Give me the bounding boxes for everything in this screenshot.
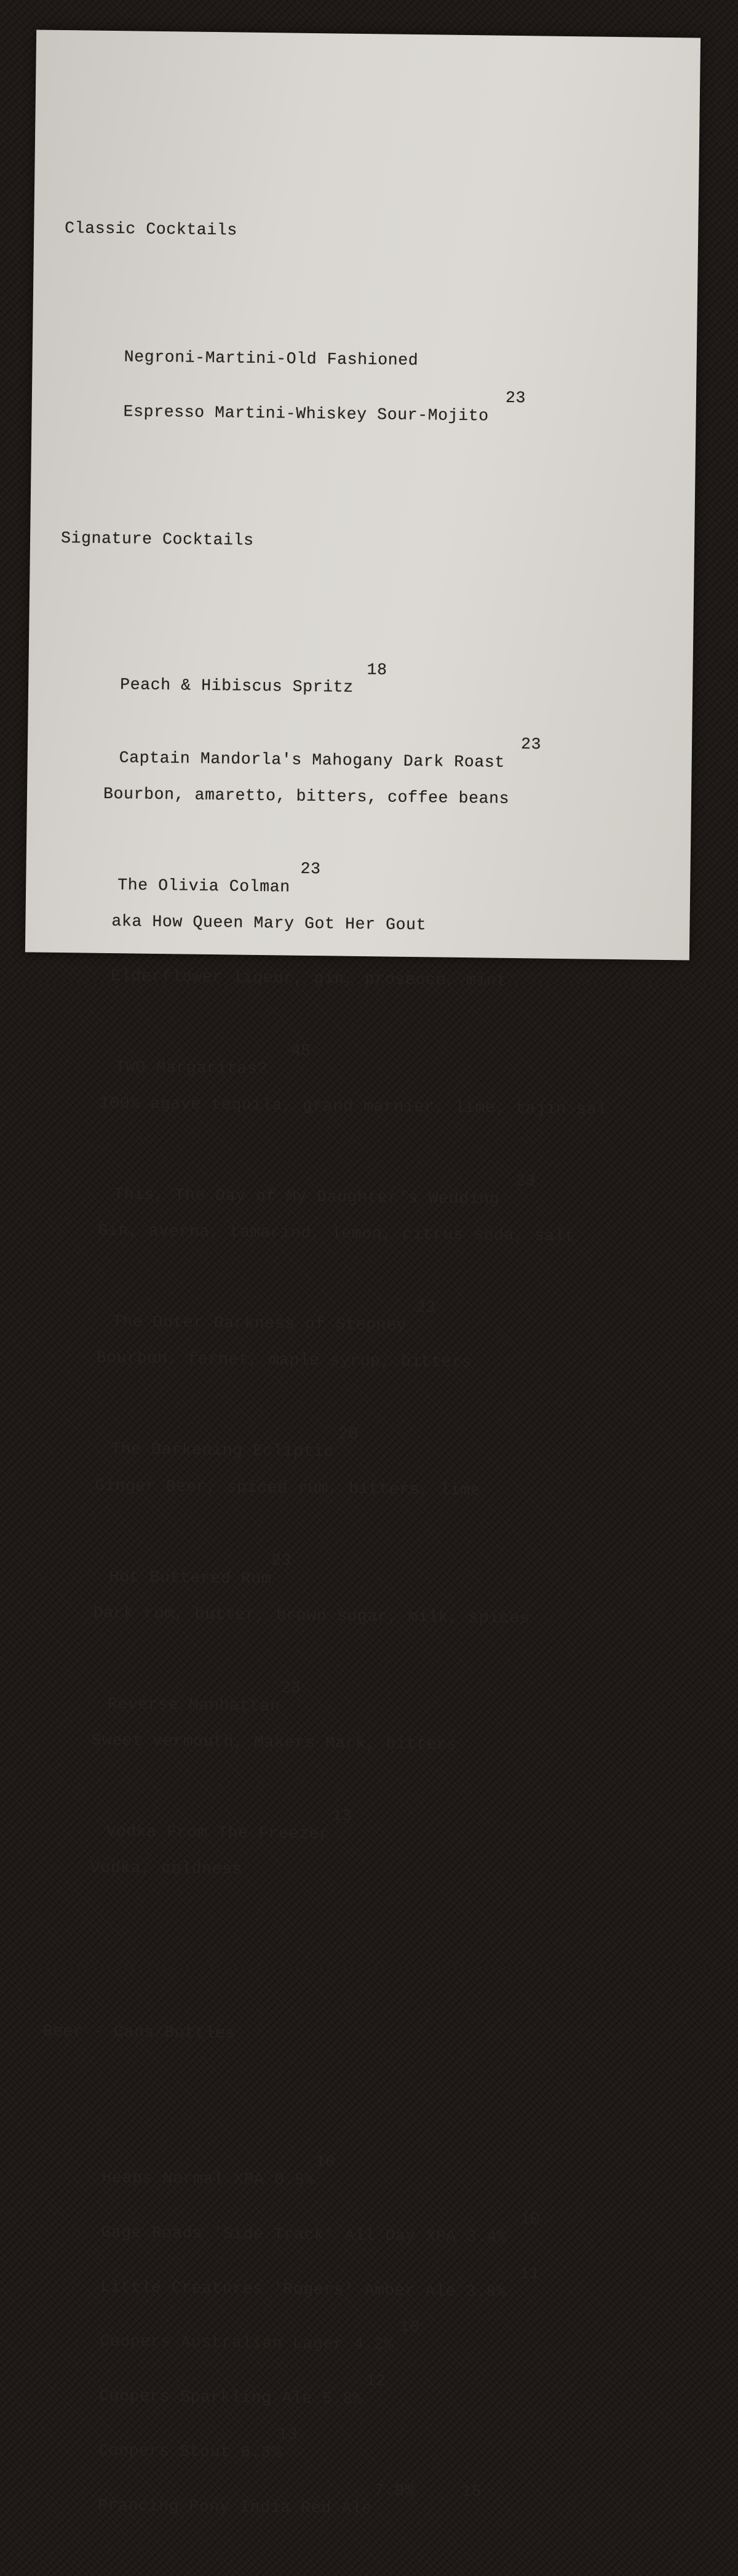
drinks-menu bbox=[36, 147, 687, 2558]
menu-item-price: 23 bbox=[515, 1171, 536, 1191]
menu-item-description: Bourbon, amaretto, bitters, coffee beans bbox=[103, 784, 510, 808]
menu-item-name: Captain Mandorla's Mahogany Dark Roast bbox=[119, 748, 506, 772]
classic-cocktails-names-1: Negroni-Martini-Old Fashioned bbox=[124, 347, 419, 370]
menu-item-description: Elderflower liqeur, gin, prosecco, mint bbox=[111, 966, 507, 990]
beer-item bbox=[38, 2368, 659, 2409]
menu-item-price: 23 bbox=[300, 860, 321, 879]
menu-item-description: aka How Queen Mary Got Her Gout bbox=[111, 912, 427, 935]
menu-item bbox=[59, 657, 680, 697]
classic-cocktails-price: 23 bbox=[505, 388, 526, 408]
menu-item-price: 23 bbox=[271, 1551, 292, 1570]
beer-item-price: 15 bbox=[461, 2482, 482, 2501]
menu-item bbox=[58, 730, 680, 772]
menu-item-price: 23 bbox=[415, 1298, 437, 1317]
menu-item-name: The Darkening Ecliptic bbox=[110, 1440, 335, 1461]
menu-item-name: Reverse Manhattan bbox=[107, 1694, 280, 1716]
beer-item-price: 11 bbox=[519, 2264, 540, 2283]
signature-cocktails-heading: Signature Cocktails bbox=[60, 529, 254, 550]
menu-item bbox=[52, 1294, 673, 1335]
menu-item bbox=[50, 1422, 671, 1461]
menu-paper bbox=[25, 30, 700, 2518]
beer-item-name: Gage Roads 'Side Track' All Day XPA 3.4% bbox=[101, 2222, 507, 2246]
menu-item-description: Ginger Beer, spiced rum, bitters, lime bbox=[95, 1476, 481, 1500]
beer-item-name: Coopers Sparkling Ale 5.8% bbox=[99, 2387, 363, 2409]
classic-cocktails-line-2 bbox=[63, 384, 684, 426]
menu-item-description: Dark rum, butter, brown sugar, milk, spices bbox=[93, 1603, 530, 1628]
menu-item-description: Gin, averna, tamarind, lemon, citrus soda, salt bbox=[98, 1221, 576, 1246]
menu-item-price: 20 bbox=[338, 1424, 359, 1443]
beer-item-name: Heaps Normal XPA 0.5% bbox=[101, 2168, 315, 2190]
beer-item-name: Little Creatures 'Rogers' Amber Ale 3.8% bbox=[100, 2277, 507, 2301]
menu-item bbox=[55, 1039, 676, 1079]
menu-item-price: 23 bbox=[520, 735, 542, 754]
classic-cocktails-heading: Classic Cocktails bbox=[65, 219, 237, 240]
menu-item-price: 13 bbox=[331, 1806, 352, 1826]
menu-item bbox=[53, 1167, 674, 1208]
beer-item-abv: 7.9% bbox=[374, 2481, 415, 2500]
menu-item-name: TWO Margaritas? bbox=[115, 1058, 268, 1079]
beer-item bbox=[38, 2423, 659, 2462]
menu-item bbox=[49, 1549, 670, 1588]
menu-item-description: Bourbon, fernet, maple syrup, bitters bbox=[96, 1349, 472, 1372]
beer-item-name: Coopers Australian Lager 4.2% bbox=[100, 2332, 395, 2355]
beer-item-price: 10 bbox=[315, 2152, 336, 2172]
beer-item bbox=[39, 2313, 660, 2355]
beer-item-name: Prancing Pony India Red Ale bbox=[97, 2495, 372, 2518]
beer-item-price: 13 bbox=[277, 2425, 298, 2444]
beer-item bbox=[40, 2259, 661, 2301]
classic-cocktails-line-1 bbox=[63, 329, 684, 370]
menu-item-name: The Olivia Colman bbox=[117, 876, 290, 897]
menu-item bbox=[46, 1804, 667, 1844]
beer-item bbox=[41, 2150, 662, 2190]
menu-item-name: The Outer Darkness of Stepney bbox=[112, 1312, 407, 1335]
menu-item-description: Vodka, coldness bbox=[90, 1858, 243, 1879]
beer-heading: Beer - Cans/Bottles bbox=[42, 2021, 236, 2043]
menu-item-price: 18 bbox=[367, 660, 387, 680]
menu-item-description: 100% agave tequila, grand marnier, lime, tajin sal bbox=[99, 1093, 608, 1119]
beer-item-price: 12 bbox=[365, 2371, 386, 2391]
beer-item-price: 10 bbox=[520, 2209, 541, 2229]
menu-item-name: Hot Buttered Rum bbox=[109, 1567, 272, 1588]
classic-cocktails-names-2: Espresso Martini-Whiskey Sour-Mojito bbox=[123, 402, 489, 426]
beer-item-name: Coopers Stout 6.3% bbox=[98, 2441, 282, 2462]
menu-item bbox=[57, 857, 678, 897]
menu-item-name: Peach & Hibiscus Spritz bbox=[120, 675, 354, 697]
menu-item bbox=[47, 1676, 668, 1716]
menu-item-description: Sweet vermouth, Makers Mark, bitters bbox=[92, 1730, 458, 1754]
menu-item-name: This, The Day of My Daughter's Wedding bbox=[113, 1185, 500, 1208]
beer-item bbox=[37, 2478, 658, 2518]
menu-item-name: Vodka From The Freezer bbox=[106, 1821, 330, 1844]
beer-item-price: 10 bbox=[399, 2317, 420, 2337]
menu-item-price: 45 bbox=[290, 1041, 312, 1061]
beer-item bbox=[41, 2205, 662, 2246]
menu-item-price: 23 bbox=[280, 1678, 301, 1698]
